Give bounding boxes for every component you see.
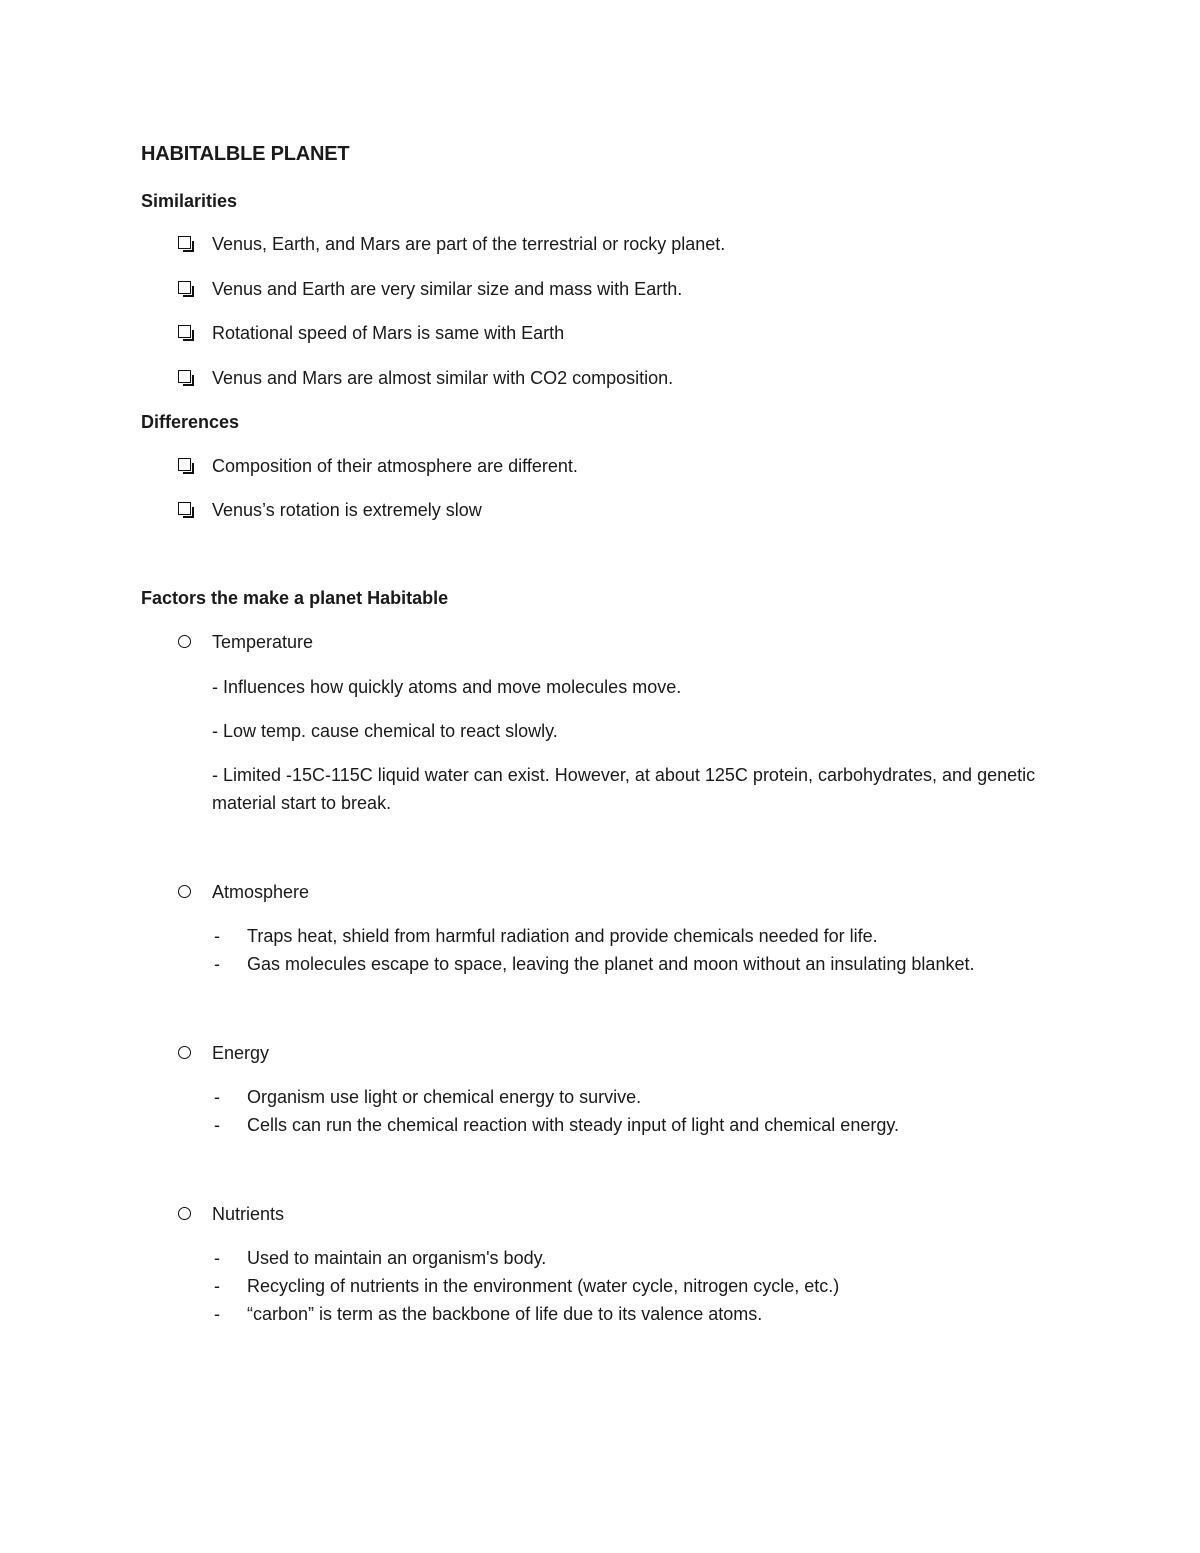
- nutrients-note: Used to maintain an organism's body.: [247, 1248, 547, 1268]
- factor-energy-label: Energy: [212, 1043, 270, 1063]
- temperature-note: - Influences how quickly atoms and move molecules move.: [212, 677, 682, 697]
- similarity-item: Venus, Earth, and Mars are part of the terrestrial or rocky planet.: [212, 234, 726, 254]
- checkbox-icon: [178, 325, 191, 338]
- similarities-heading: Similarities: [141, 191, 238, 211]
- checkbox-icon: [178, 502, 191, 515]
- circle-bullet-icon: [178, 1046, 191, 1059]
- circle-bullet-icon: [178, 885, 191, 898]
- dash-bullet: -: [214, 954, 220, 974]
- differences-heading: Differences: [141, 412, 240, 432]
- temperature-note: - Limited -15C-115C liquid water can exist. However, at about 125C protein, carbohydrates, and genetic material start to break.: [212, 765, 1036, 813]
- dash-bullet: -: [214, 1087, 220, 1107]
- checkbox-icon: [178, 370, 191, 383]
- nutrients-note: Recycling of nutrients in the environment (water cycle, nitrogen cycle, etc.): [247, 1276, 840, 1296]
- nutrients-note: “carbon” is term as the backbone of life due to its valence atoms.: [247, 1304, 763, 1324]
- similarity-item: Venus and Earth are very similar size and mass with Earth.: [212, 279, 683, 299]
- checkbox-icon: [178, 281, 191, 294]
- checkbox-icon: [178, 458, 191, 471]
- temperature-note: - Low temp. cause chemical to react slowly.: [212, 721, 558, 741]
- factor-atmosphere-label: Atmosphere: [212, 882, 310, 902]
- factor-temperature-label: Temperature: [212, 632, 314, 652]
- dash-bullet: -: [214, 1276, 220, 1296]
- dash-bullet: -: [214, 926, 220, 946]
- circle-bullet-icon: [178, 1207, 191, 1220]
- difference-item: Composition of their atmosphere are different.: [212, 456, 578, 476]
- similarity-item: Venus and Mars are almost similar with CO2 composition.: [212, 368, 674, 388]
- circle-bullet-icon: [178, 635, 191, 648]
- factors-heading: Factors the make a planet Habitable: [141, 588, 449, 608]
- checkbox-icon: [178, 236, 191, 249]
- difference-item: Venus’s rotation is extremely slow: [212, 500, 482, 520]
- factor-nutrients-label: Nutrients: [212, 1204, 285, 1224]
- atmosphere-note: Gas molecules escape to space, leaving the planet and moon without an insulating blanket.: [247, 954, 975, 974]
- atmosphere-note: Traps heat, shield from harmful radiation and provide chemicals needed for life.: [247, 926, 878, 946]
- energy-note: Cells can run the chemical reaction with steady input of light and chemical energy.: [247, 1115, 900, 1135]
- document-title: HABITALBLE PLANET: [141, 143, 350, 165]
- dash-bullet: -: [214, 1248, 220, 1268]
- dash-bullet: -: [214, 1115, 220, 1135]
- similarity-item: Rotational speed of Mars is same with Earth: [212, 323, 565, 343]
- dash-bullet: -: [214, 1304, 220, 1324]
- energy-note: Organism use light or chemical energy to survive.: [247, 1087, 642, 1107]
